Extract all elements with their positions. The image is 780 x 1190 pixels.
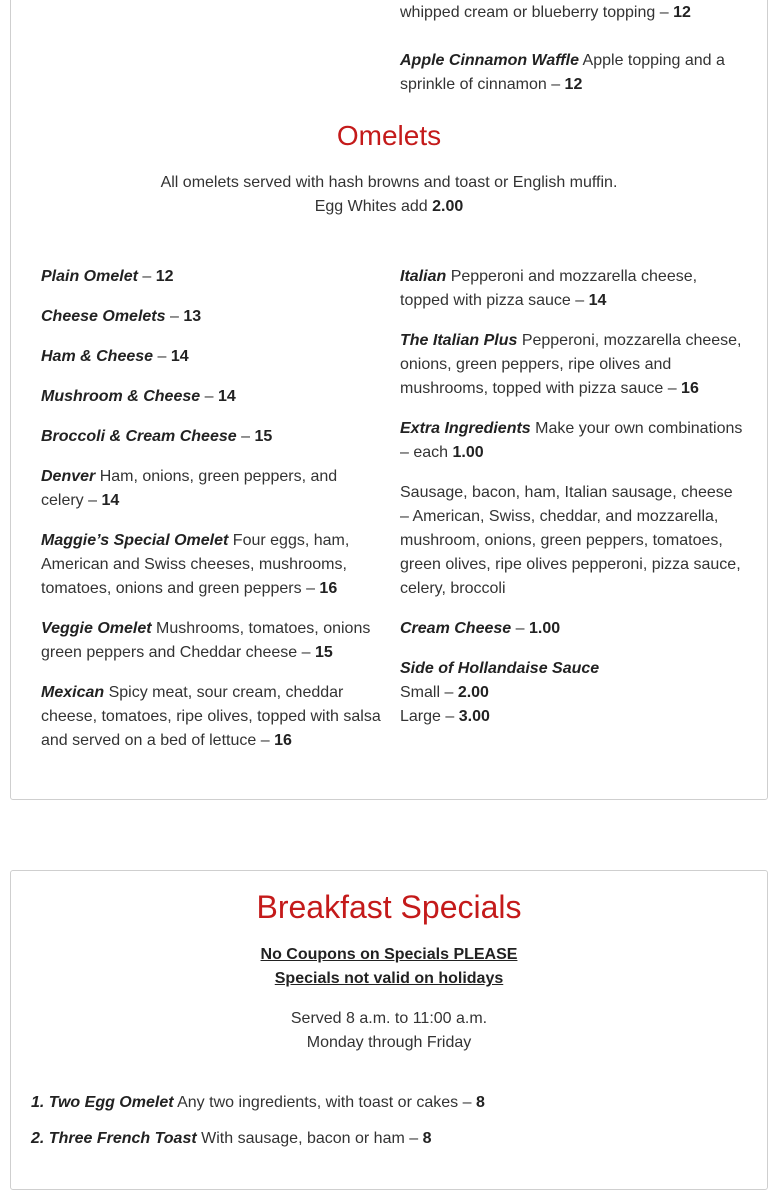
- hollandaise-large: [400, 705, 745, 729]
- omelets-menu-card: [10, 0, 768, 800]
- item-name: Three French Toast: [48, 1130, 197, 1147]
- menu-item-mexican: Mexican Spicy meat, sour cream, cheddar cheese, tomatoes, ripe olives, topped with salsa and served on a bed of lettuce – 16: [41, 684, 381, 749]
- item-price: 8: [475, 1094, 485, 1111]
- menu-item-hollandaise: [400, 657, 745, 729]
- notice-text: No Coupons on Specials PLEASE: [260, 946, 518, 963]
- item-price: 1.00: [452, 444, 484, 461]
- omelets-intro-line2: [11, 195, 767, 219]
- served-days: Monday through Friday: [306, 1034, 472, 1051]
- menu-item-plain-omelet: Plain Omelet – 12: [41, 268, 174, 285]
- item-price: 12: [673, 4, 691, 21]
- item-description: Pepperoni and mozzarella cheese, topped with pizza sauce: [400, 268, 698, 309]
- item-name: Veggie Omelet: [41, 620, 152, 637]
- hollandaise-small: [400, 681, 745, 705]
- menu-item-apple-cinnamon-waffle: Apple Cinnamon Waffle Apple topping and a sprinkle of cinnamon – 12: [400, 52, 725, 93]
- item-price: 15: [254, 428, 273, 445]
- menu-item-mushroom-cheese: Mushroom & Cheese – 14: [41, 388, 236, 405]
- menu-item-italian: Italian Pepperoni and mozzarella cheese, topped with pizza sauce – 14: [400, 268, 698, 309]
- item-description: Four eggs, ham, American and Swiss cheeses, mushrooms, tomatoes, onions and green peppers: [41, 532, 350, 597]
- item-name: Broccoli & Cream Cheese: [41, 428, 237, 445]
- item-price: 16: [319, 580, 338, 597]
- specials-notice-2: [11, 967, 767, 991]
- item-price: 14: [170, 348, 189, 365]
- menu-item-italian-plus: The Italian Plus Pepperoni, mozzarella cheese, onions, green peppers, ripe olives and mushrooms, topped with pizza sauce – 16: [400, 332, 742, 397]
- item-price: 3.00: [458, 708, 490, 725]
- menu-item-extra-ingredients: [400, 417, 745, 465]
- item-name: Italian: [400, 268, 447, 285]
- item-price: 14: [588, 292, 607, 309]
- ingredients-list: Sausage, bacon, ham, Italian sausage, cheese – American, Swiss, cheddar, and mozzarella, mushroom, onions, green peppers, tomatoes, green olives, ripe olives pepperoni, pizza sauce, celery, broccoli: [400, 484, 741, 597]
- item-description: Apple topping and a sprinkle of cinnamon: [400, 52, 725, 93]
- item-name: Mushroom & Cheese: [41, 388, 201, 405]
- item-name: Extra Ingredients: [400, 420, 531, 437]
- egg-whites-price: 2.00: [432, 198, 464, 215]
- item-price: 14: [101, 492, 120, 509]
- size-label: Large –: [400, 708, 455, 725]
- omelets-title: Omelets: [336, 120, 442, 151]
- item-description: Any two ingredients, with toast or cakes: [177, 1094, 459, 1111]
- item-name: Cheese Omelets: [41, 308, 166, 325]
- item-name: Side of Hollandaise Sauce: [400, 660, 600, 677]
- item-price: 12: [155, 268, 174, 285]
- item-price: 12: [564, 76, 583, 93]
- item-price: 2.00: [457, 684, 489, 701]
- item-description: whipped cream or blueberry topping: [400, 4, 656, 21]
- item-price: 13: [183, 308, 202, 325]
- omelets-intro-line1: All omelets served with hash browns and toast or English muffin.: [160, 174, 618, 191]
- item-name: Plain Omelet: [41, 268, 138, 285]
- item-name: Mexican: [41, 684, 105, 701]
- item-price: 15: [314, 644, 333, 661]
- egg-whites-label: Egg Whites add: [314, 198, 428, 215]
- menu-item-denver: Denver Ham, onions, green peppers, and celery – 14: [41, 468, 338, 509]
- item-description: Make your own combinations – each: [400, 420, 743, 461]
- specials-title: Breakfast Specials: [256, 889, 522, 925]
- item-price: 8: [422, 1130, 432, 1147]
- menu-item-waffle-topped: whipped cream or blueberry topping – 12: [400, 0, 745, 25]
- item-number: 2.: [31, 1130, 45, 1147]
- item-name: Apple Cinnamon Waffle: [400, 52, 579, 69]
- item-name: Maggie’s Special Omelet: [41, 532, 229, 549]
- item-price: 16: [274, 732, 292, 749]
- item-price: 16: [681, 380, 699, 397]
- item-name: Two Egg Omelet: [48, 1094, 174, 1111]
- item-description: Ham, onions, green peppers, and celery: [41, 468, 338, 509]
- item-name: Ham & Cheese: [41, 348, 154, 365]
- menu-item-broccoli-cream-cheese: Broccoli & Cream Cheese – 15: [41, 428, 273, 445]
- notice-text: Specials not valid on holidays: [274, 970, 504, 987]
- menu-item-cream-cheese: Cream Cheese – 1.00: [400, 620, 561, 637]
- item-description: With sausage, bacon or ham: [201, 1130, 405, 1147]
- specials-notice-1: [11, 943, 767, 967]
- item-description: Pepperoni, mozzarella cheese, onions, green peppers, ripe olives and mushrooms, topped with pizza sauce: [400, 332, 742, 397]
- item-number: 1.: [31, 1094, 45, 1111]
- menu-item-ham-cheese: Ham & Cheese – 14: [41, 348, 189, 365]
- item-price: 1.00: [528, 620, 561, 637]
- item-name: Cream Cheese: [400, 620, 512, 637]
- special-item-two-egg-omelet: 1. Two Egg Omelet Any two ingredients, with toast or cakes – 8: [31, 1094, 485, 1111]
- menu-item-cheese-omelets: Cheese Omelets – 13: [41, 308, 202, 325]
- breakfast-specials-card: [10, 870, 768, 1190]
- item-description: Mushrooms, tomatoes, onions green peppers and Cheddar cheese: [41, 620, 371, 661]
- menu-item-veggie-omelet: Veggie Omelet Mushrooms, tomatoes, onions green peppers and Cheddar cheese – 15: [41, 620, 371, 661]
- item-description: Spicy meat, sour cream, cheddar cheese, tomatoes, ripe olives, topped with salsa and served on a bed of lettuce: [41, 684, 381, 749]
- item-name: The Italian Plus: [400, 332, 518, 349]
- item-name: Denver: [41, 468, 96, 485]
- menu-item-maggies-special-omelet: Maggie’s Special Omelet Four eggs, ham, American and Swiss cheeses, mushrooms, tomatoes, onions and green peppers – 16: [41, 532, 350, 597]
- special-item-three-french-toast: 2. Three French Toast With sausage, bacon or ham – 8: [31, 1130, 432, 1147]
- size-label: Small –: [400, 684, 454, 701]
- item-price: 14: [217, 388, 236, 405]
- served-hours: Served 8 a.m. to 11:00 a.m.: [290, 1010, 488, 1027]
